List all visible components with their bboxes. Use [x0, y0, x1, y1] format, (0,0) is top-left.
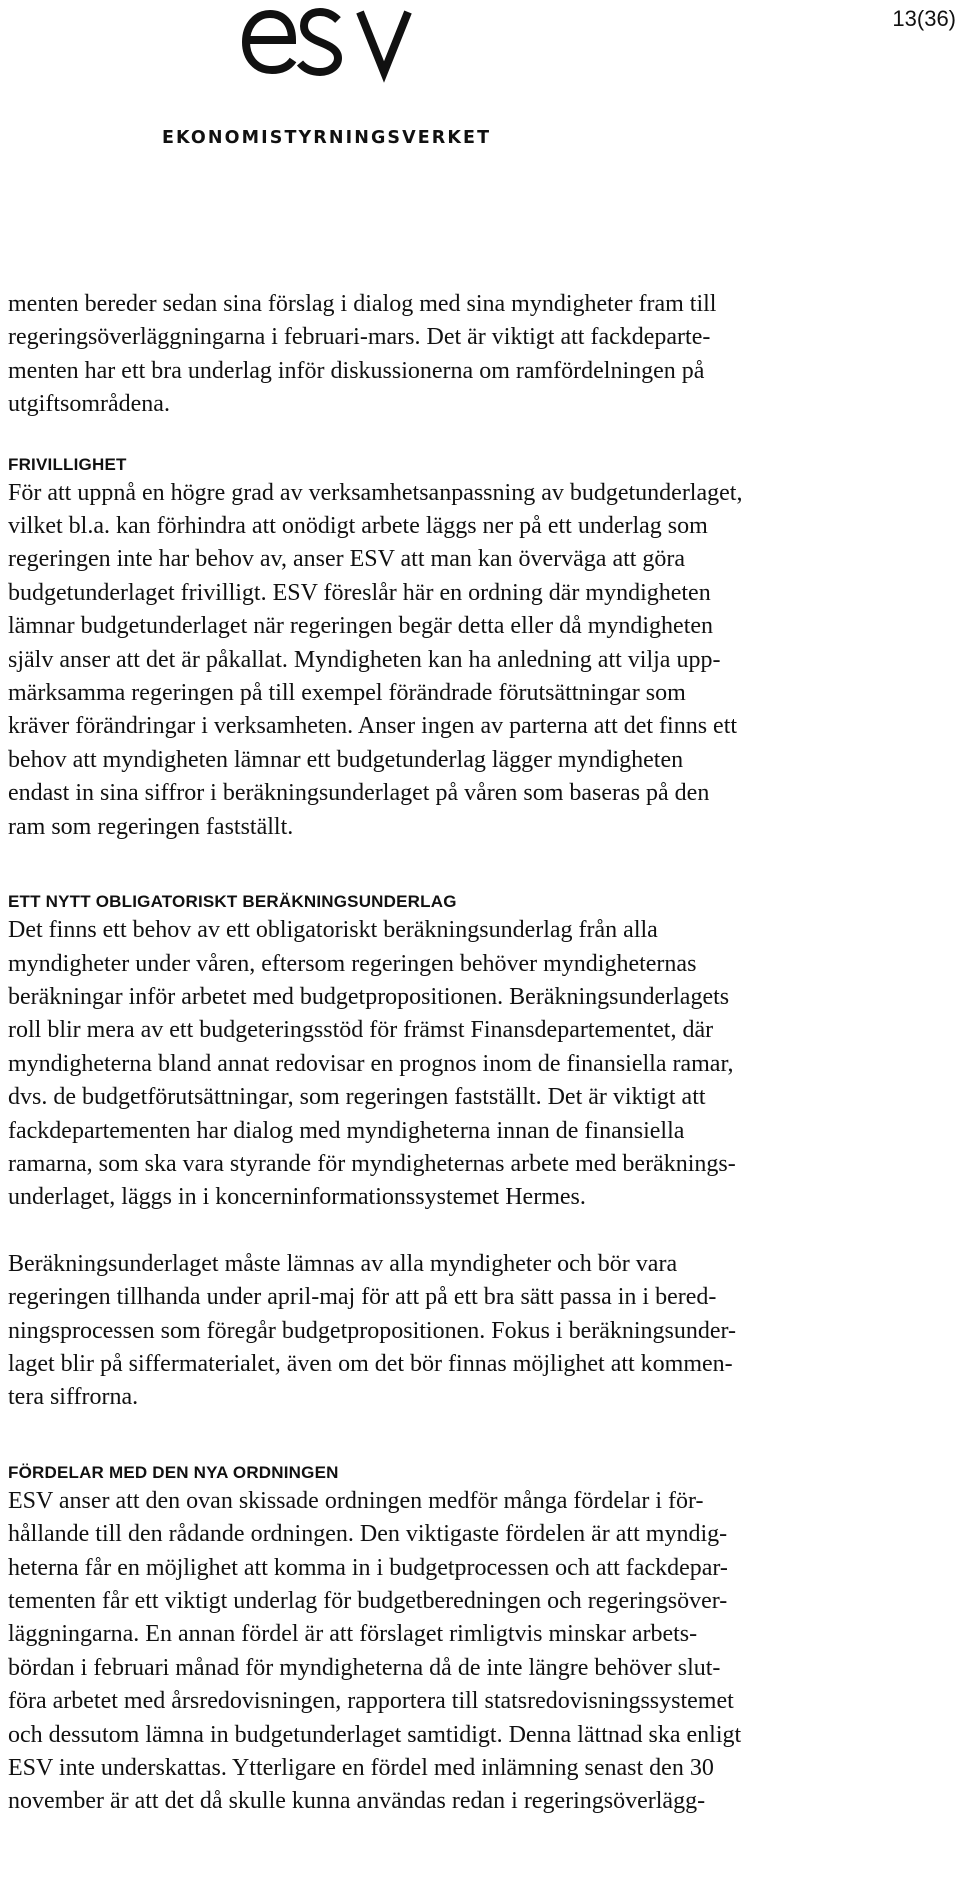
text-line: underlaget, läggs in i koncerninformationssystemet Hermes. [8, 1184, 586, 1211]
text-line: myndigheter under våren, eftersom regeringen behöver myndigheternas [8, 950, 697, 977]
document-body [8, 288, 908, 1819]
esv-logo-mark [242, 0, 442, 80]
text-line: menten bereder sedan sina förslag i dialog med sina myndigheter fram till [8, 291, 717, 317]
heading-berakningsunderlag: ETT NYTT OBLIGATORISKT BERÄKNINGSUNDERLAG [8, 892, 457, 912]
text-line: myndigheterna bland annat redovisar en prognos inom de finansiella ramar, [8, 1050, 734, 1077]
heading-frivillighet: FRIVILLIGHET [8, 454, 127, 474]
text-line: heterna får en möjlighet att komma in i budgetprocessen och att fackdepar- [8, 1554, 728, 1581]
text-line: ram som regeringen fastställt. [8, 813, 294, 840]
frivillighet-paragraph [8, 477, 908, 844]
text-line: tementen får ett viktigt underlag för budgetberedningen och regeringsöver- [8, 1588, 728, 1614]
text-line: ESV inte underskattas. Ytterligare en fördel med inlämning senast den 30 [8, 1755, 714, 1782]
text-line: ningsprocessen som föregår budgetpropositionen. Fokus i beräkningsunder- [8, 1317, 737, 1344]
text-line: För att uppnå en högre grad av verksamhetsanpassning av budgetunderlaget, [8, 479, 743, 506]
text-line: utgiftsområdena. [8, 391, 170, 418]
text-line: vilket bl.a. kan förhindra att onödigt arbete läggs ner på ett underlag som [8, 513, 708, 540]
text-line: läggningarna. En annan fördel är att förslaget rimligtvis minskar arbets- [8, 1621, 698, 1648]
berakningsunderlag-paragraph-2 [8, 1248, 908, 1415]
intro-paragraph [8, 288, 908, 422]
text-line: regeringen inte har behov av, anser ESV att man kan överväga att göra [8, 546, 686, 573]
text-line: laget blir på siffermaterialet, även om det bör finnas möjlighet att kommen- [8, 1350, 733, 1377]
text-line: ramarna, som ska vara styrande för myndigheternas arbete med beräknings- [8, 1150, 736, 1177]
text-line: bördan i februari månad för myndigheterna då de inte längre behöver slut- [8, 1654, 721, 1681]
text-line: endast in sina siffror i beräkningsunderlaget på våren som baseras på den [8, 780, 710, 807]
berakningsunderlag-paragraph-1 [8, 914, 908, 1215]
logo-wordmark: EKONOMISTYRNINGSVERKET [162, 128, 492, 148]
text-line: dvs. de budgetförutsättningar, som regeringen fastställt. Det är viktigt att [8, 1084, 706, 1111]
text-line: själv anser att det är påkallat. Myndigheten kan ha anledning att vilja upp- [8, 646, 721, 673]
text-line: roll blir mera av ett budgeteringsstöd för främst Finansdepartementet, där [8, 1017, 714, 1044]
text-line: hållande till den rådande ordningen. Den viktigaste fördelen är att myndig- [8, 1521, 728, 1548]
text-line: ESV anser att den ovan skissade ordningen medför många fördelar i för- [8, 1487, 704, 1514]
text-line: regeringsöverläggningarna i februari-mars. Det är viktigt att fackdeparte- [8, 324, 711, 351]
esv-logo [162, 0, 492, 148]
heading-fordelar: FÖRDELAR MED DEN NYA ORDNINGEN [8, 1462, 339, 1482]
page-number: 13(36) [892, 6, 956, 31]
text-line: Beräkningsunderlaget måste lämnas av alla myndigheter och bör vara [8, 1250, 678, 1277]
text-line: regeringen tillhanda under april-maj för att på ett bra sätt passa in i bered- [8, 1284, 717, 1311]
text-line: beräkningar inför arbetet med budgetpropositionen. Beräkningsunderlagets [8, 983, 730, 1010]
text-line: lämnar budgetunderlaget när regeringen begär detta eller då myndigheten [8, 613, 714, 640]
text-line: föra arbetet med årsredovisningen, rapportera till statsredovisningssystemet [8, 1688, 734, 1715]
text-line: kräver förändringar i verksamheten. Anser ingen av parterna att det finns ett [8, 713, 738, 740]
text-line: fackdepartementen har dialog med myndigheterna innan de finansiella [8, 1117, 685, 1144]
fordelar-paragraph [8, 1485, 908, 1819]
text-line: menten har ett bra underlag inför diskussionerna om ramfördelningen på [8, 357, 705, 384]
text-line: Det finns ett behov av ett obligatoriskt beräkningsunderlag från alla [8, 917, 658, 944]
text-line: och dessutom lämna in budgetunderlaget samtidigt. Denna lättnad ska enligt [8, 1721, 742, 1748]
text-line: behov att myndigheten lämnar ett budgetunderlag lägger myndigheten [8, 746, 684, 773]
text-line: budgetunderlaget frivilligt. ESV föreslår här en ordning där myndigheten [8, 579, 711, 606]
text-line: tera siffrorna. [8, 1384, 139, 1411]
text-line: november är att det då skulle kunna användas redan i regeringsöverlägg- [8, 1788, 706, 1815]
text-line: märksamma regeringen på till exempel förändrade förutsättningar som [8, 680, 686, 707]
